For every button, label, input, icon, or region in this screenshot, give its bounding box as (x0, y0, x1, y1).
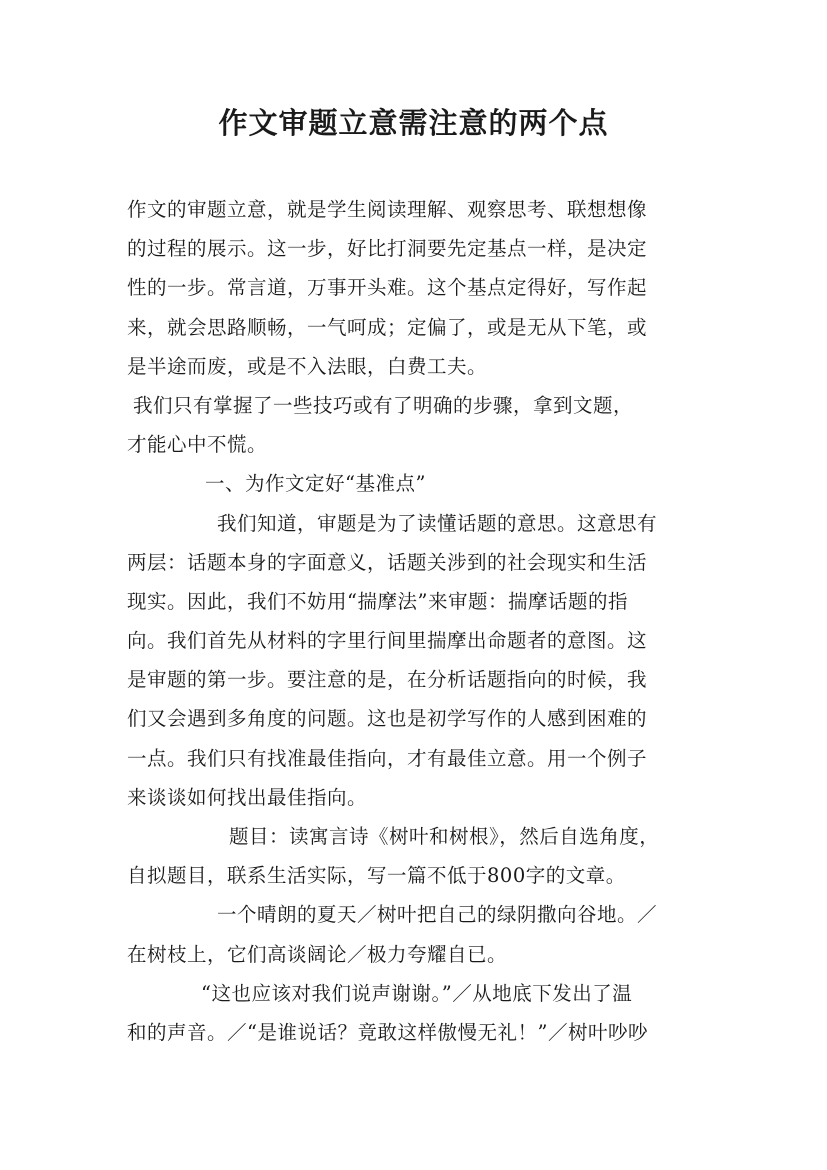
paragraph-line: 的过程的展示。这一步，好比打洞要先定基点一样，是决定 (127, 237, 648, 261)
poem-line: “这也应该对我们说声谢谢。”／从地底下发出了温 (201, 981, 633, 1005)
paragraph-line: 我们只有掌握了一些技巧或有了明确的步骤，拿到文题， (133, 393, 634, 417)
paragraph-line: 向。我们首先从材料的字里行间里揣摩出命题者的意图。这 (127, 629, 648, 653)
paragraph-line: 自拟题目，联系生活实际，写一篇不低于800字的文章。 (127, 864, 626, 888)
poem-line: 和的声音。／“是谁说话？竟敢这样傲慢无礼！”／树叶吵吵 (127, 1020, 648, 1044)
paragraph-line: 是审题的第一步。要注意的是，在分析话题指向的时候，我 (127, 668, 648, 692)
paragraph-line: 两层：话题本身的字面意义，话题关涉到的社会现实和生活 (127, 550, 648, 574)
paragraph-line: 们又会遇到多角度的问题。这也是初学写作的人感到困难的 (127, 707, 648, 731)
document-title: 作文审题立意需注意的两个点 (218, 106, 609, 140)
paragraph-line: 作文的审题立意，就是学生阅读理解、观察思考、联想想像 (127, 198, 648, 221)
poem-line: 一个晴朗的夏天／树叶把自己的绿阴撒向谷地。／ (217, 903, 658, 927)
paragraph-line: 来谈谈如何找出最佳指向。 (127, 785, 368, 809)
paragraph-line: 是半途而废，或是不入法眼，白费工夫。 (127, 354, 488, 378)
paragraph-line: 才能心中不慌。 (127, 433, 268, 457)
paragraph-line: 一点。我们只有找准最佳指向，才有最佳立意。用一个例子 (127, 746, 648, 770)
section-heading: 一、为作文定好“基准点” (205, 472, 426, 496)
paragraph-line: 性的一步。常言道，万事开头难。这个基点定得好，写作起 (127, 276, 648, 300)
paragraph-line: 题目：读寓言诗《树叶和树根》，然后自选角度， (229, 825, 660, 848)
poem-line: 在树枝上，它们高谈阔论／极力夸耀自已。 (127, 942, 508, 966)
paragraph-line: 现实。因此，我们不妨用“揣摩法”来审题：揣摩话题的指 (127, 589, 628, 613)
paragraph-line: 我们知道，审题是为了读懂话题的意思。这意思有 (217, 511, 658, 535)
document-body (127, 190, 707, 1052)
paragraph-line: 来，就会思路顺畅，一气呵成；定偏了，或是无从下笔，或 (127, 315, 648, 339)
